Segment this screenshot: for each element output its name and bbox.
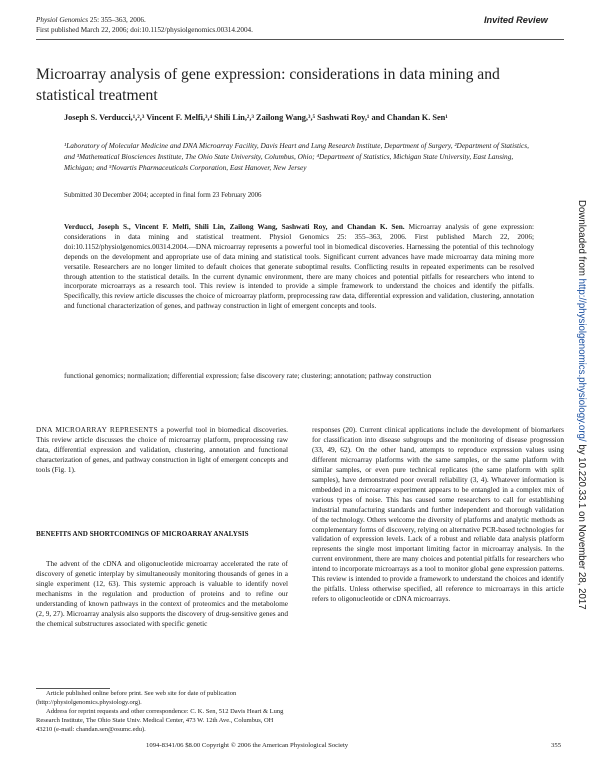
abstract-body: Microarray analysis of gene expression: considerations in data mining and statistical treatment. Physiol Genomics 25: 355–363, 2006. First published March 22, 2006; doi:10.1152/physiolgenomics.00314.2004.—DNA microarray represents a powerful tool in biomedical discoveries. Harnessing the potential of this technology depends on the development and appropriate use of data mining and statistical tools. Significant current advances have made microarray data mining more versatile. Researchers are no longer limited to default choices that generate suboptimal results. Conflicting results in repeated experiments can be resolved through attention to the statistical details. In the current dynamic environment, there are many choices and potential pitfalls for researchers who intend to incorporate microarrays as a research tool. This review is intended to provide a simple framework to understand the choices and identify the pitfalls. Specifically, this review article discusses the choice of microarray platform, preprocessing raw data, differential expression and validation, clustering, annotation and functional characterization of genes, and pathway construction in light of emergent concepts and tools. [64,222,534,311]
abstract-citation-authors: Verducci, Joseph S., Vincent F. Melfi, Shili Lin, Zailong Wang, Sashwati Roy, and Chandan K. Sen. [64,222,405,231]
page-number: 355 [551,742,562,749]
copyright-footer: 1094-8341/06 $8.00 Copyright © 2006 the American Physiological Society [146,742,349,749]
download-watermark [576,200,587,610]
affiliations: ¹Laboratory of Molecular Medicine and DNA Microarray Facility, Davis Heart and Lung Research Institute, Department of Surgery, ²Department of Statistics, and ³Mathematical Biosciences Institute, The Ohio State University, Columbus, Ohio; ⁴Department of Statistics, Michigan State University, East Lansing, Michigan; and ⁵Novartis Pharmaceuticals Corporation, East Hanover, New Jersey [64,141,529,172]
intro-paragraph: a powerful tool in biomedical discoveries. This review article discusses the choice of microarray platform, preprocessing raw data, differential expression and validation, clustering, annotation and functional characterization of genes, and pathway construction in light of emergent concepts and tools (Fig. 1). [36,425,288,474]
column-left [36,425,288,475]
download-suffix: by 10.220.33.1 on November 28, 2017 [576,444,587,610]
journal-name: Physiol Genomics [36,16,89,24]
footnote-divider [36,688,110,689]
footnote-correspondence: Address for reprint requests and other correspondence: C. K. Sen, 512 Davis Heart & Lung Research Institute, The Ohio State Univ. Medical Center, 473 W. 12th Ave., Columbus, OH 43210 (e-mail: chandan.sen@osumc.edu). [36,707,284,733]
abstract [64,222,534,311]
footnote-publication: Article published online before print. See web site for date of publication (http://physiolgenomics.physiology.org). [36,690,237,706]
published-line: First published March 22, 2006; doi:10.1152/physiolgenomics.00314.2004. [36,25,253,34]
intro-lead-caps: DNA MICROARRAY REPRESENTS [36,425,158,434]
journal-link[interactable]: http://physiolgenomics.physiology.org/ [576,278,587,442]
body-paragraph: The advent of the cDNA and oligonucleotide microarray accelerated the rate of discovery of genetic interplay by simultaneously monitoring thousands of genes in a single experiment (12, 63). This systemic approach is valuable to identify novel mechanisms in the regulation and production of proteins and to refine our understanding of known pathways in the context of proteomics and the metabolome (2, 9, 27). Microarray analysis also supports the discovery of drug-sensitive genes and the chemical substructures associated with specific genetic [36,559,288,628]
body-paragraph-left [36,559,288,629]
body-paragraph-continued: responses (20). Current clinical applications include the development of biomarkers for classification into disease subgroups and the monitoring of disease progression (33, 49, 62). On the other hand, attempts to reproduce expression values using different microarray platforms with the same samples, or the same platform with similar samples, or even pure technical replicates (the same platform with split samples), have demonstrated poor overall reliability (3, 4). Whatever information is embedded in a microarray experiment appears to be entangled in a complex mix of various types of noise. This has caused some researchers to call for establishing industrial manufacturing standards and further independent and thorough validation of the technology. Others welcome the diversity of platforms and analytic methods as complementary forms of discovery, relying on alternative PCR-based technologies for validation of expression levels. Lack of a robust and reliable data analysis platform represents the single most important limiting factor in microarray analysis. In the current environment, there are many choices and potential pitfalls for researchers who intend to incorporate microarrays as a tool to monitor global gene expression patterns. This review is intended to provide a framework to understand the choices and identify the pitfalls. Unless otherwise specified, all reference to microarrays in this article refers to oligonucleotide or cDNA microarrays. [312,425,564,604]
submission-dates: Submitted 30 December 2004; accepted in final form 23 February 2006 [64,192,262,199]
column-right [312,425,564,604]
article-title: Microarray analysis of gene expression: considerations in data mining and statistical treatment [36,66,500,104]
journal-citation: 25: 355–363, 2006. [89,16,146,24]
section-label: Invited Review [484,15,548,25]
running-header [36,16,253,35]
section-heading: BENEFITS AND SHORTCOMINGS OF MICROARRAY ANALYSIS [36,530,249,538]
download-prefix: Downloaded from [576,200,587,276]
header-divider [36,39,564,40]
footnotes [36,690,288,735]
author-list: Joseph S. Verducci,¹,²,³ Vincent F. Melfi,³,⁴ Shili Lin,²,³ Zailong Wang,³,⁵ Sashwati Roy,¹ and Chandan K. Sen¹ [64,113,448,122]
keywords: functional genomics; normalization; differential expression; false discovery rate; clustering; annotation; pathway construction [64,371,432,380]
